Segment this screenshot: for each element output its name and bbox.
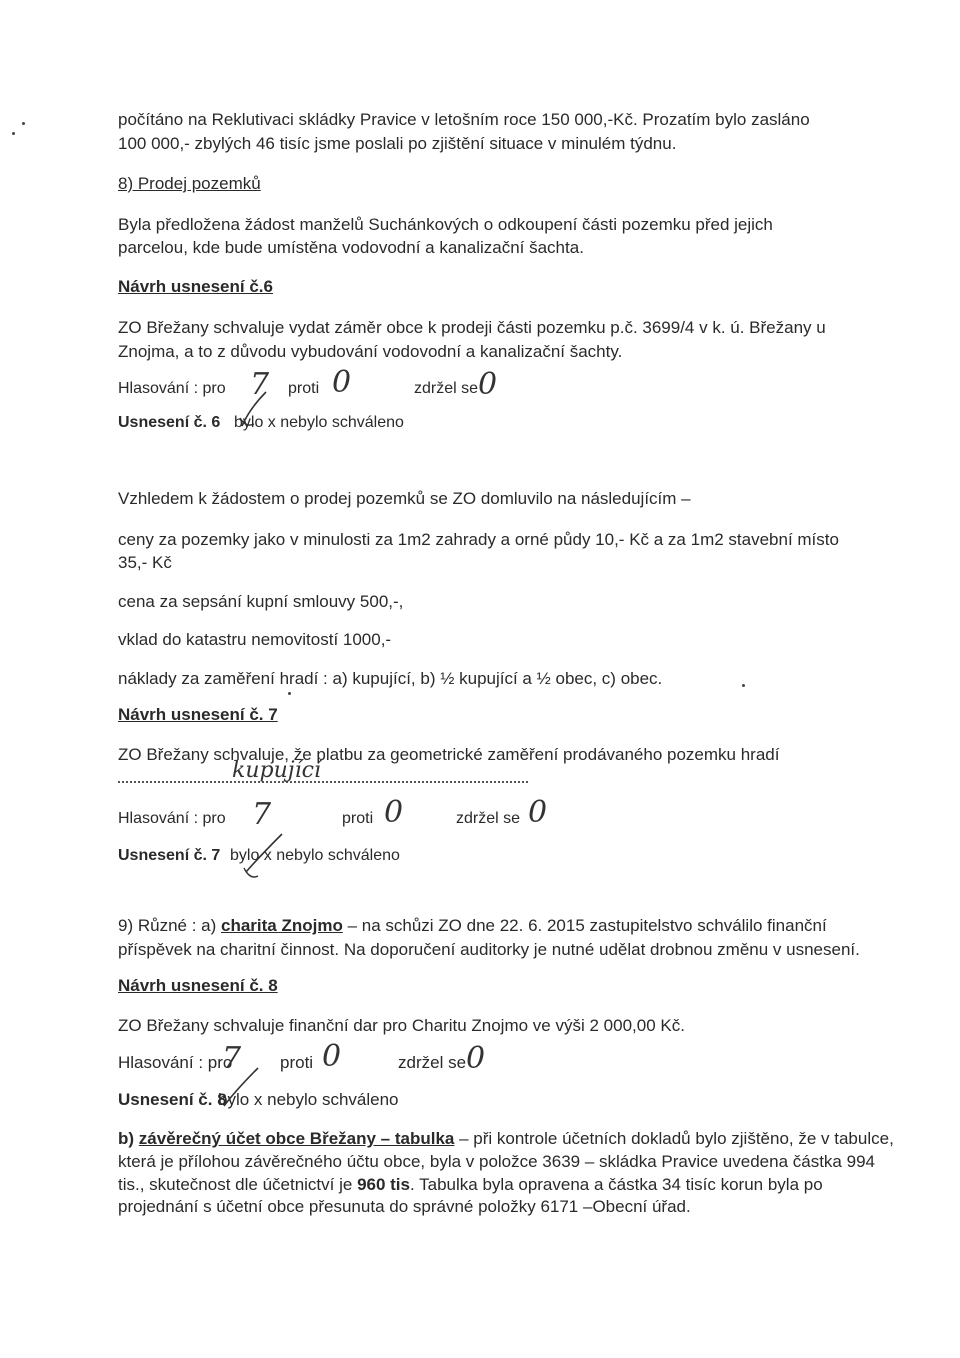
vote-against-label: proti <box>280 1053 314 1072</box>
text-line: cena za sepsání kupní smlouvy 500,-, <box>118 592 404 611</box>
scan-mark <box>22 122 25 125</box>
resolution-draft-heading-8: Návrh usnesení č. 8 <box>118 976 278 995</box>
text-line <box>118 1128 894 1150</box>
text-line: 100 000,- zbylých 46 tisíc jsme poslali po zjištění situace v minulém týdnu. <box>118 134 677 153</box>
text-line: ZO Břežany schvaluje finanční dar pro Charitu Znojmo ve výši 2 000,00 Kč. <box>118 1016 685 1035</box>
amount-highlight: 960 tis <box>357 1175 410 1194</box>
handwritten-count: 0 <box>466 1041 486 1076</box>
resolution-draft-heading-7: Návrh usnesení č. 7 <box>118 705 278 724</box>
section-9-text: – na schůzi ZO dne 22. 6. 2015 zastupitelstvo schválilo finanční <box>342 916 827 935</box>
text-line: Vzhledem k žádostem o prodej pozemků se ZO domluvilo na následujícím – <box>118 489 691 508</box>
handwritten-count: 7 <box>250 367 270 402</box>
vote-abstain-label: zdržel se <box>398 1053 467 1072</box>
vote-against-label: proti <box>342 810 374 827</box>
final-account-title: závěrečný účet obce Břežany – tabulka <box>138 1129 455 1148</box>
text-line: počítáno na Reklutivaci skládky Pravice v letošním roce 150 000,-Kč. Prozatím bylo zasláno <box>118 110 810 129</box>
resolution-draft-heading-6: Návrh usnesení č.6 <box>118 277 273 296</box>
text-line: Byla předložena žádost manželů Suchánkových o odkoupení části pozemku před jejich <box>118 215 773 234</box>
text-line <box>118 915 827 937</box>
scan-mark <box>742 684 745 687</box>
text-line: Znojma, a to z důvodu vybudování vodovodní a kanalizační šachty. <box>118 342 623 361</box>
vote-for-label: Hlasování : pro <box>118 1053 233 1072</box>
text-line: příspěvek na charitní činnost. Na doporučení auditorky je nutné udělat drobnou změnu v usnesení. <box>118 940 860 959</box>
scan-mark <box>288 692 291 695</box>
strike-mark <box>218 1064 268 1110</box>
vote-for-label: Hlasování : pro <box>118 380 226 397</box>
text-line: ceny za pozemky jako v minulosti za 1m2 zahrady a orné půdy 10,- Kč a za 1m2 stavební místo <box>118 530 839 549</box>
handwritten-count: 7 <box>222 1041 242 1076</box>
charita-znojmo-title: charita Znojmo <box>221 916 343 935</box>
vote-abstain-label: zdržel se <box>456 810 521 827</box>
text-line: parcelou, kde bude umístěna vodovodní a kanalizační šachta. <box>118 238 584 257</box>
strike-mark <box>236 388 276 430</box>
text-line: ZO Břežany schvaluje vydat záměr obce k prodeji části pozemku p.č. 3699/4 v k. ú. Břežany u <box>118 318 826 337</box>
strike-mark <box>236 820 296 880</box>
resolution-result-6: bylo x nebylo schváleno <box>234 414 404 431</box>
handwritten-count: 0 <box>332 365 352 400</box>
resolution-label-8: Usnesení č. 8 <box>118 1090 227 1109</box>
resolution-label-6: Usnesení č. 6 <box>118 414 221 431</box>
vote-for-label: Hlasování : pro <box>118 810 226 827</box>
handwritten-count: 0 <box>478 367 498 402</box>
text-line: projednání s účetní obce přesunuta do správné položky 6171 –Obecní úřad. <box>118 1197 691 1216</box>
scan-mark <box>12 132 15 135</box>
fill-in-line <box>118 780 528 783</box>
item-b-text: – při kontrole účetních dokladů bylo zjištěno, že v tabulce, <box>454 1129 894 1148</box>
text-segment: tis., skutečnost dle účetnictví je <box>118 1175 358 1194</box>
resolution-label-7: Usnesení č. 7 <box>118 847 221 864</box>
text-line: náklady za zaměření hradí : a) kupující, b) ½ kupující a ½ obec, c) obec. <box>118 669 663 688</box>
item-b-label: b) <box>118 1129 135 1148</box>
resolution-result-7: bylo x nebylo schváleno <box>230 847 400 864</box>
text-line: 35,- Kč <box>118 553 172 572</box>
handwritten-count: 0 <box>528 795 548 830</box>
text-line: která je přílohou závěrečného účtu obce, byla v položce 3639 – skládka Pravice uvedena částka 994 <box>118 1152 875 1171</box>
handwritten-fill: kupující <box>232 758 321 783</box>
handwritten-count: 0 <box>322 1039 342 1074</box>
vote-abstain-label: zdržel se <box>414 380 479 397</box>
text-line: vklad do katastru nemovitostí 1000,- <box>118 630 392 649</box>
text-segment: . Tabulka byla opravena a částka 34 tisíc korun byla po <box>410 1175 823 1194</box>
section-heading-8: 8) Prodej pozemků <box>118 174 261 193</box>
resolution-result-8: bylo x nebylo schváleno <box>218 1090 399 1109</box>
text-line: ZO Břežany schvaluje, že platbu za geometrické zaměření prodávaného pozemku hradí <box>118 745 780 764</box>
handwritten-count: 7 <box>252 797 272 832</box>
section-9-label: 9) Různé : a) <box>118 916 217 935</box>
text-line <box>118 1174 823 1196</box>
vote-against-label: proti <box>288 380 320 397</box>
handwritten-count: 0 <box>384 795 404 830</box>
